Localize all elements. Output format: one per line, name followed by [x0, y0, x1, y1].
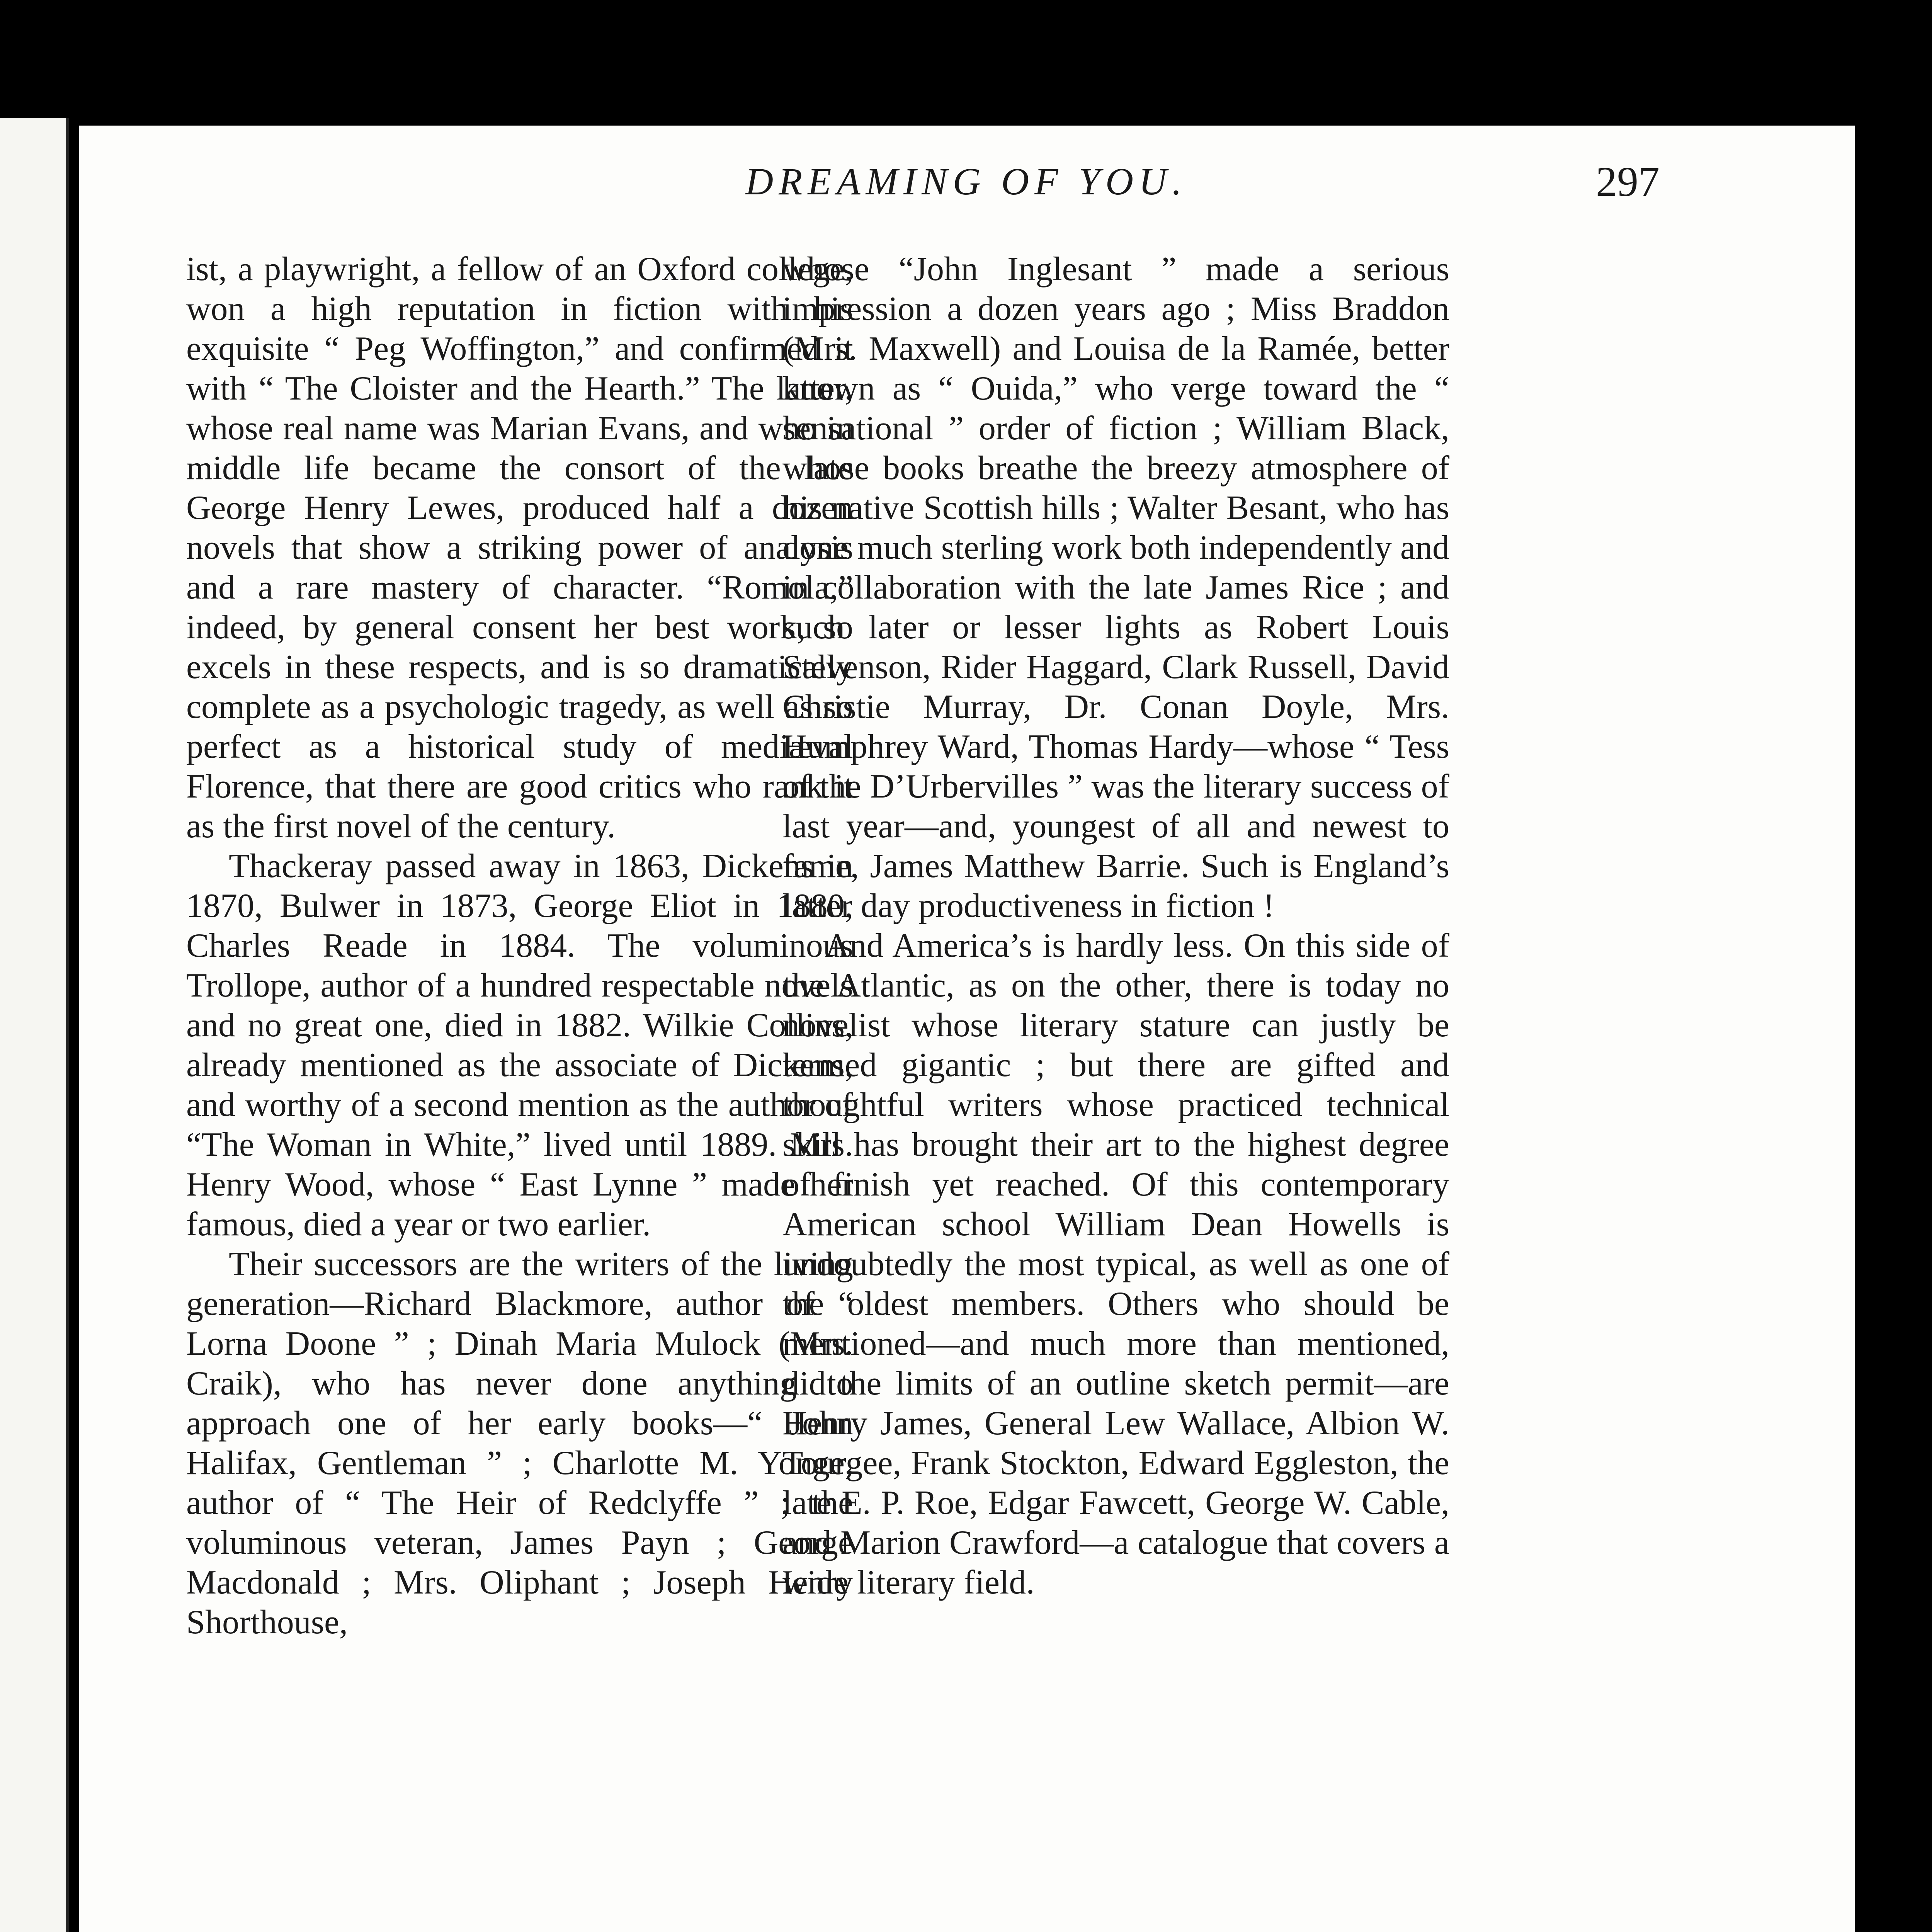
left-column — [186, 249, 853, 1642]
paragraph: Their successors are the writers of the living generation—Richard Blackmore, author of “ Lorna Doone ” ; Dinah Maria Mulock (Mrs. Craik), who has never done anything to approach one of her early books—“ John Halifax, Gentleman ” ; Charlotte M. Yonge, author of “ The Heir of Redclyffe ” ; the voluminous veteran, James Payn ; George Macdonald ; Mrs. Oliphant ; Joseph Henry Shorthouse, — [186, 1245, 853, 1641]
paragraph: ist, a playwright, a fellow of an Oxford college, won a high reputation in fiction with his exquisite “ Peg Woffington,” and confirmed it with “ The Cloister and the Hearth.” The latter, whose real name was Marian Evans, and who in middle life became the consort of the late George Henry Lewes, produced half a dozen novels that show a striking power of analysis and a rare mastery of character. “Romola,” indeed, by general consent her best work, so excels in these respects, and is so dramatically complete as a psychologic tragedy, as well as so perfect as a historical study of mediæval Florence, that there are good critics who rank it as the first novel of the century. — [186, 250, 853, 845]
paragraph: And America’s is hardly less. On this side of the Atlantic, as on the other, there is today no novelist whose literary stature can justly be termed gigantic ; but there are gifted and thoughtful writers whose practiced technical skill has brought their art to the highest degree of finish yet reached. Of this contemporary American school William Dean Howells is undoubtedly the most typical, as well as one of the oldest members. Others who should be mentioned—and much more than mentioned, did the limits of an outline sketch permit—are Henry James, General Lew Wallace, Albion W. Tourgee, Frank Stockton, Edward Eggleston, the late E. P. Roe, Edgar Fawcett, George W. Cable, and Marion Crawford—a catalogue that covers a wide literary field. — [782, 927, 1449, 1601]
running-head: DREAMING OF YOU. — [745, 160, 1187, 203]
paragraph: whose “John Inglesant ” made a serious impression a dozen years ago ; Miss Braddon (Mrs. Maxwell) and Louisa de la Ramée, better known as “ Ouida,” who verge toward the “ sensational ” order of fiction ; William Black, whose books breathe the breezy atmosphere of his native Scottish hills ; Walter Besant, who has done much sterling work both independently and in collaboration with the late James Rice ; and such later or lesser lights as Robert Louis Stevenson, Rider Haggard, Clark Russell, David Christie Murray, Dr. Conan Doyle, Mrs. Humphrey Ward, Thomas Hardy—whose “ Tess of the D’Urbervilles ” was the literary success of last year—and, youngest of all and newest to fame, James Matthew Barrie. Such is England’s latter day productiveness in fiction ! — [782, 250, 1449, 925]
paragraph: Thackeray passed away in 1863, Dickens in 1870, Bulwer in 1873, George Eliot in 1880, Charles Reade in 1884. The voluminous Trollope, author of a hundred respectable novels and no great one, died in 1882. Wilkie Collins, already mentioned as the associate of Dickens, and worthy of a second mention as the author of “The Woman in White,” lived until 1889. Mrs. Henry Wood, whose “ East Lynne ” made her famous, died a year or two earlier. — [186, 847, 853, 1243]
facing-page-edge — [0, 118, 69, 1932]
page-number: 297 — [1596, 158, 1660, 205]
right-column — [782, 249, 1449, 1602]
